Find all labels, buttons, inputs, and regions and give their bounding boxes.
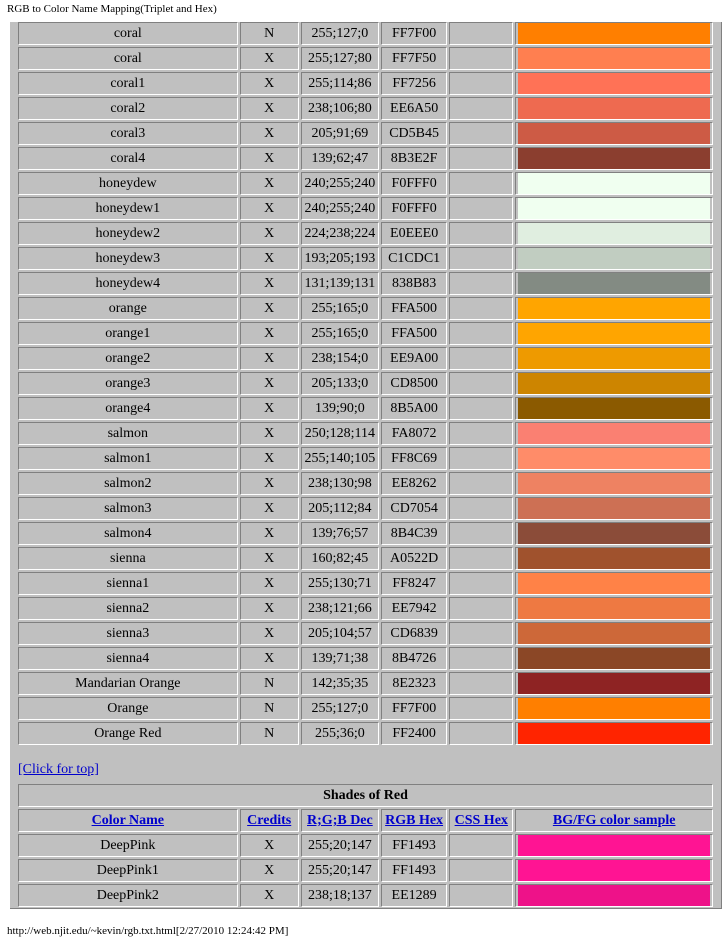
credits-cell: X	[240, 472, 299, 495]
color-sample-cell	[515, 597, 713, 620]
credits-cell: X	[240, 222, 299, 245]
css-hex-cell	[449, 247, 513, 270]
table-row	[18, 372, 713, 395]
color-sample-cell	[515, 859, 713, 882]
color-swatch	[518, 573, 710, 594]
color-sample-cell	[515, 322, 713, 345]
sort-css-hex-link[interactable]: CSS Hex	[454, 813, 508, 828]
color-swatch	[518, 885, 710, 906]
color-sample-cell	[515, 422, 713, 445]
rgb-hex-cell: 8B5A00	[381, 397, 447, 420]
css-hex-cell	[449, 472, 513, 495]
color-swatch	[518, 123, 710, 144]
rgb-hex-cell: EE7942	[381, 597, 447, 620]
rgb-hex-cell: FF7256	[381, 72, 447, 95]
color-name-cell: DeepPink1	[18, 859, 238, 882]
credits-cell: X	[240, 122, 299, 145]
color-sample-cell	[515, 297, 713, 320]
color-swatch	[518, 48, 710, 69]
css-hex-cell	[449, 672, 513, 695]
credits-cell: X	[240, 859, 299, 882]
credits-cell: X	[240, 597, 299, 620]
color-sample-cell	[515, 672, 713, 695]
color-name-cell: orange2	[18, 347, 238, 370]
css-hex-cell	[449, 722, 513, 745]
color-swatch	[518, 323, 710, 344]
rgb-hex-cell: E0EEE0	[381, 222, 447, 245]
table-row	[18, 147, 713, 170]
color-swatch	[518, 148, 710, 169]
table-row	[18, 547, 713, 570]
color-swatch	[518, 498, 710, 519]
credits-cell: X	[240, 72, 299, 95]
color-swatch	[518, 223, 710, 244]
sort-color-sample-link[interactable]: BG/FG color sample	[552, 813, 676, 828]
color-sample-cell	[515, 647, 713, 670]
table-row	[18, 697, 713, 720]
table-row	[18, 222, 713, 245]
color-swatch	[518, 698, 710, 719]
credits-cell: X	[240, 322, 299, 345]
rgb-dec-cell: 250;128;114	[301, 422, 379, 445]
rgb-dec-cell: 255;165;0	[301, 297, 379, 320]
color-swatch	[518, 198, 710, 219]
color-name-cell: Orange	[18, 697, 238, 720]
credits-cell: X	[240, 247, 299, 270]
color-name-cell: salmon3	[18, 497, 238, 520]
rgb-hex-cell: FF7F00	[381, 22, 447, 45]
color-swatch	[518, 248, 710, 269]
rgb-hex-cell: FF7F50	[381, 47, 447, 70]
header-rgb-dec	[301, 809, 379, 832]
table-row	[18, 672, 713, 695]
color-sample-cell	[515, 572, 713, 595]
color-name-cell: honeydew4	[18, 272, 238, 295]
color-name-cell: sienna1	[18, 572, 238, 595]
color-swatch	[518, 373, 710, 394]
table-row	[18, 834, 713, 857]
rgb-hex-cell: F0FFF0	[381, 197, 447, 220]
color-swatch	[518, 835, 710, 856]
rgb-dec-cell: 205;133;0	[301, 372, 379, 395]
rgb-dec-cell: 255;127;80	[301, 47, 379, 70]
css-hex-cell	[449, 859, 513, 882]
color-sample-cell	[515, 522, 713, 545]
header-css-hex	[449, 809, 513, 832]
credits-cell: N	[240, 22, 299, 45]
css-hex-cell	[449, 47, 513, 70]
rgb-dec-cell: 160;82;45	[301, 547, 379, 570]
rgb-hex-cell: 8E2323	[381, 672, 447, 695]
table-row	[18, 397, 713, 420]
css-hex-cell	[449, 322, 513, 345]
css-hex-cell	[449, 297, 513, 320]
css-hex-cell	[449, 447, 513, 470]
rgb-dec-cell: 193;205;193	[301, 247, 379, 270]
credits-cell: X	[240, 834, 299, 857]
rgb-hex-cell: C1CDC1	[381, 247, 447, 270]
rgb-dec-cell: 255;20;147	[301, 834, 379, 857]
header-color-sample	[515, 809, 713, 832]
table-row	[18, 272, 713, 295]
credits-cell: X	[240, 647, 299, 670]
css-hex-cell	[449, 622, 513, 645]
credits-cell: X	[240, 97, 299, 120]
rgb-dec-cell: 255;127;0	[301, 22, 379, 45]
color-name-cell: orange	[18, 297, 238, 320]
color-name-cell: sienna	[18, 547, 238, 570]
css-hex-cell	[449, 347, 513, 370]
rgb-dec-cell: 240;255;240	[301, 197, 379, 220]
color-sample-cell	[515, 397, 713, 420]
color-swatch	[518, 723, 710, 744]
table-row	[18, 322, 713, 345]
color-table-orange	[16, 22, 715, 747]
color-swatch	[518, 98, 710, 119]
color-name-cell: orange3	[18, 372, 238, 395]
color-sample-cell	[515, 372, 713, 395]
css-hex-cell	[449, 197, 513, 220]
color-sample-cell	[515, 497, 713, 520]
rgb-hex-cell: F0FFF0	[381, 172, 447, 195]
credits-cell: X	[240, 497, 299, 520]
color-name-cell: DeepPink	[18, 834, 238, 857]
rgb-hex-cell: EE1289	[381, 884, 447, 907]
rgb-hex-cell: EE9A00	[381, 347, 447, 370]
rgb-dec-cell: 238;106;80	[301, 97, 379, 120]
click-for-top-link-wrap	[18, 761, 99, 779]
color-name-cell: coral3	[18, 122, 238, 145]
color-name-cell: honeydew2	[18, 222, 238, 245]
css-hex-cell	[449, 572, 513, 595]
rgb-dec-cell: 255;114;86	[301, 72, 379, 95]
table-row	[18, 172, 713, 195]
css-hex-cell	[449, 884, 513, 907]
color-name-cell: honeydew	[18, 172, 238, 195]
table-row	[18, 422, 713, 445]
css-hex-cell	[449, 834, 513, 857]
table-row	[18, 647, 713, 670]
rgb-dec-cell: 205;112;84	[301, 497, 379, 520]
table-row	[18, 622, 713, 645]
color-name-cell: sienna3	[18, 622, 238, 645]
color-swatch	[518, 448, 710, 469]
rgb-dec-cell: 139;62;47	[301, 147, 379, 170]
color-name-cell: honeydew3	[18, 247, 238, 270]
rgb-hex-cell: FF8247	[381, 572, 447, 595]
table-row	[18, 472, 713, 495]
rgb-hex-cell: CD6839	[381, 622, 447, 645]
color-name-cell: orange4	[18, 397, 238, 420]
css-hex-cell	[449, 697, 513, 720]
css-hex-cell	[449, 547, 513, 570]
rgb-hex-cell: FA8072	[381, 422, 447, 445]
css-hex-cell	[449, 647, 513, 670]
color-sample-cell	[515, 722, 713, 745]
click-for-top-link[interactable]: [Click for top]	[18, 762, 99, 777]
rgb-dec-cell: 238;130;98	[301, 472, 379, 495]
rgb-dec-cell: 255;140;105	[301, 447, 379, 470]
css-hex-cell	[449, 147, 513, 170]
color-swatch	[518, 398, 710, 419]
css-hex-cell	[449, 497, 513, 520]
rgb-hex-cell: FF8C69	[381, 447, 447, 470]
css-hex-cell	[449, 372, 513, 395]
rgb-hex-cell: CD8500	[381, 372, 447, 395]
color-name-cell: sienna2	[18, 597, 238, 620]
rgb-hex-cell: FF7F00	[381, 697, 447, 720]
css-hex-cell	[449, 422, 513, 445]
sort-rgb-dec-link[interactable]: R;G;B Dec	[307, 813, 373, 828]
color-name-cell: salmon4	[18, 522, 238, 545]
color-swatch	[518, 273, 710, 294]
rgb-hex-cell: 8B3E2F	[381, 147, 447, 170]
color-sample-cell	[515, 622, 713, 645]
rgb-hex-cell: CD7054	[381, 497, 447, 520]
css-hex-cell	[449, 222, 513, 245]
rgb-dec-cell: 238;154;0	[301, 347, 379, 370]
credits-cell: X	[240, 197, 299, 220]
color-swatch	[518, 860, 710, 881]
color-swatch	[518, 473, 710, 494]
color-sample-cell	[515, 47, 713, 70]
css-hex-cell	[449, 397, 513, 420]
rgb-hex-cell: FF1493	[381, 859, 447, 882]
css-hex-cell	[449, 72, 513, 95]
color-sample-cell	[515, 472, 713, 495]
color-sample-cell	[515, 884, 713, 907]
table-row	[18, 497, 713, 520]
credits-cell: X	[240, 147, 299, 170]
credits-cell: X	[240, 372, 299, 395]
rgb-dec-cell: 205;91;69	[301, 122, 379, 145]
rgb-dec-cell: 240;255;240	[301, 172, 379, 195]
css-hex-cell	[449, 172, 513, 195]
color-swatch	[518, 598, 710, 619]
credits-cell: X	[240, 272, 299, 295]
rgb-dec-cell: 139;71;38	[301, 647, 379, 670]
table-row	[18, 572, 713, 595]
rgb-hex-cell: 838B83	[381, 272, 447, 295]
table-row	[18, 297, 713, 320]
color-name-cell: coral4	[18, 147, 238, 170]
color-name-cell: coral2	[18, 97, 238, 120]
color-sample-cell	[515, 447, 713, 470]
header-rgb-hex	[381, 809, 447, 832]
color-sample-cell	[515, 22, 713, 45]
color-sample-cell	[515, 147, 713, 170]
color-name-cell: coral	[18, 22, 238, 45]
table-header-row	[18, 809, 713, 832]
table-row	[18, 47, 713, 70]
color-name-cell: salmon	[18, 422, 238, 445]
color-sample-cell	[515, 272, 713, 295]
table-row	[18, 347, 713, 370]
table-row	[18, 247, 713, 270]
css-hex-cell	[449, 22, 513, 45]
table-row	[18, 859, 713, 882]
color-sample-cell	[515, 122, 713, 145]
sort-rgb-hex-link[interactable]: RGB Hex	[385, 813, 444, 828]
color-sample-cell	[515, 247, 713, 270]
rgb-hex-cell: FF1493	[381, 834, 447, 857]
color-swatch	[518, 423, 710, 444]
credits-cell: X	[240, 622, 299, 645]
rgb-hex-cell: A0522D	[381, 547, 447, 570]
rgb-hex-cell: CD5B45	[381, 122, 447, 145]
css-hex-cell	[449, 97, 513, 120]
credits-cell: X	[240, 884, 299, 907]
credits-cell: X	[240, 422, 299, 445]
color-sample-cell	[515, 72, 713, 95]
css-hex-cell	[449, 522, 513, 545]
rgb-dec-cell: 139;90;0	[301, 397, 379, 420]
color-name-cell: salmon2	[18, 472, 238, 495]
color-name-cell: salmon1	[18, 447, 238, 470]
page-footer-url: http://web.njit.edu/~kevin/rgb.txt.html[2/27/2010 12:24:42 PM]	[7, 925, 289, 937]
color-sample-cell	[515, 347, 713, 370]
rgb-dec-cell: 238;121;66	[301, 597, 379, 620]
rgb-hex-cell: FFA500	[381, 297, 447, 320]
sort-color-name-link[interactable]: Color Name	[91, 813, 165, 828]
css-hex-cell	[449, 272, 513, 295]
table-title-row	[18, 784, 713, 807]
color-sample-cell	[515, 172, 713, 195]
table-row	[18, 522, 713, 545]
color-sample-cell	[515, 222, 713, 245]
credits-cell: X	[240, 47, 299, 70]
header-credits	[240, 809, 299, 832]
color-name-cell: Mandarian Orange	[18, 672, 238, 695]
table-row	[18, 722, 713, 745]
color-swatch	[518, 623, 710, 644]
table-row	[18, 22, 713, 45]
table-row	[18, 197, 713, 220]
rgb-dec-cell: 131;139;131	[301, 272, 379, 295]
color-swatch	[518, 173, 710, 194]
credits-cell: X	[240, 172, 299, 195]
sort-credits-link[interactable]: Credits	[247, 813, 292, 828]
color-swatch	[518, 548, 710, 569]
rgb-hex-cell: FFA500	[381, 322, 447, 345]
color-swatch	[518, 648, 710, 669]
rgb-dec-cell: 255;20;147	[301, 859, 379, 882]
page-header-title: RGB to Color Name Mapping(Triplet and Hex)	[7, 3, 217, 15]
table-row	[18, 597, 713, 620]
color-sample-cell	[515, 197, 713, 220]
rgb-dec-cell: 224;238;224	[301, 222, 379, 245]
credits-cell: X	[240, 572, 299, 595]
rgb-dec-cell: 205;104;57	[301, 622, 379, 645]
credits-cell: X	[240, 347, 299, 370]
table-row	[18, 884, 713, 907]
color-name-cell: coral	[18, 47, 238, 70]
table-row	[18, 72, 713, 95]
rgb-hex-cell: EE6A50	[381, 97, 447, 120]
credits-cell: X	[240, 522, 299, 545]
rgb-dec-cell: 238;18;137	[301, 884, 379, 907]
color-name-cell: honeydew1	[18, 197, 238, 220]
rgb-dec-cell: 139;76;57	[301, 522, 379, 545]
rgb-hex-cell: 8B4726	[381, 647, 447, 670]
color-sample-cell	[515, 834, 713, 857]
color-sample-cell	[515, 697, 713, 720]
header-color-name	[18, 809, 238, 832]
rgb-dec-cell: 255;130;71	[301, 572, 379, 595]
rgb-dec-cell: 255;127;0	[301, 697, 379, 720]
color-swatch	[518, 298, 710, 319]
color-name-cell: coral1	[18, 72, 238, 95]
color-swatch	[518, 348, 710, 369]
table-row	[18, 447, 713, 470]
color-swatch	[518, 523, 710, 544]
color-name-cell: sienna4	[18, 647, 238, 670]
credits-cell: N	[240, 672, 299, 695]
credits-cell: N	[240, 722, 299, 745]
credits-cell: X	[240, 397, 299, 420]
table-title: Shades of Red	[18, 784, 713, 807]
page-frame	[10, 22, 722, 909]
rgb-hex-cell: EE8262	[381, 472, 447, 495]
color-name-cell: Orange Red	[18, 722, 238, 745]
color-swatch	[518, 23, 710, 44]
rgb-dec-cell: 142;35;35	[301, 672, 379, 695]
table-row	[18, 97, 713, 120]
css-hex-cell	[449, 122, 513, 145]
rgb-hex-cell: FF2400	[381, 722, 447, 745]
credits-cell: X	[240, 297, 299, 320]
rgb-dec-cell: 255;165;0	[301, 322, 379, 345]
color-name-cell: orange1	[18, 322, 238, 345]
color-sample-cell	[515, 97, 713, 120]
color-swatch	[518, 73, 710, 94]
rgb-hex-cell: 8B4C39	[381, 522, 447, 545]
credits-cell: N	[240, 697, 299, 720]
color-table-shades-of-red	[16, 782, 715, 909]
table-row	[18, 122, 713, 145]
color-sample-cell	[515, 547, 713, 570]
rgb-dec-cell: 255;36;0	[301, 722, 379, 745]
credits-cell: X	[240, 547, 299, 570]
css-hex-cell	[449, 597, 513, 620]
color-swatch	[518, 673, 710, 694]
color-name-cell: DeepPink2	[18, 884, 238, 907]
credits-cell: X	[240, 447, 299, 470]
